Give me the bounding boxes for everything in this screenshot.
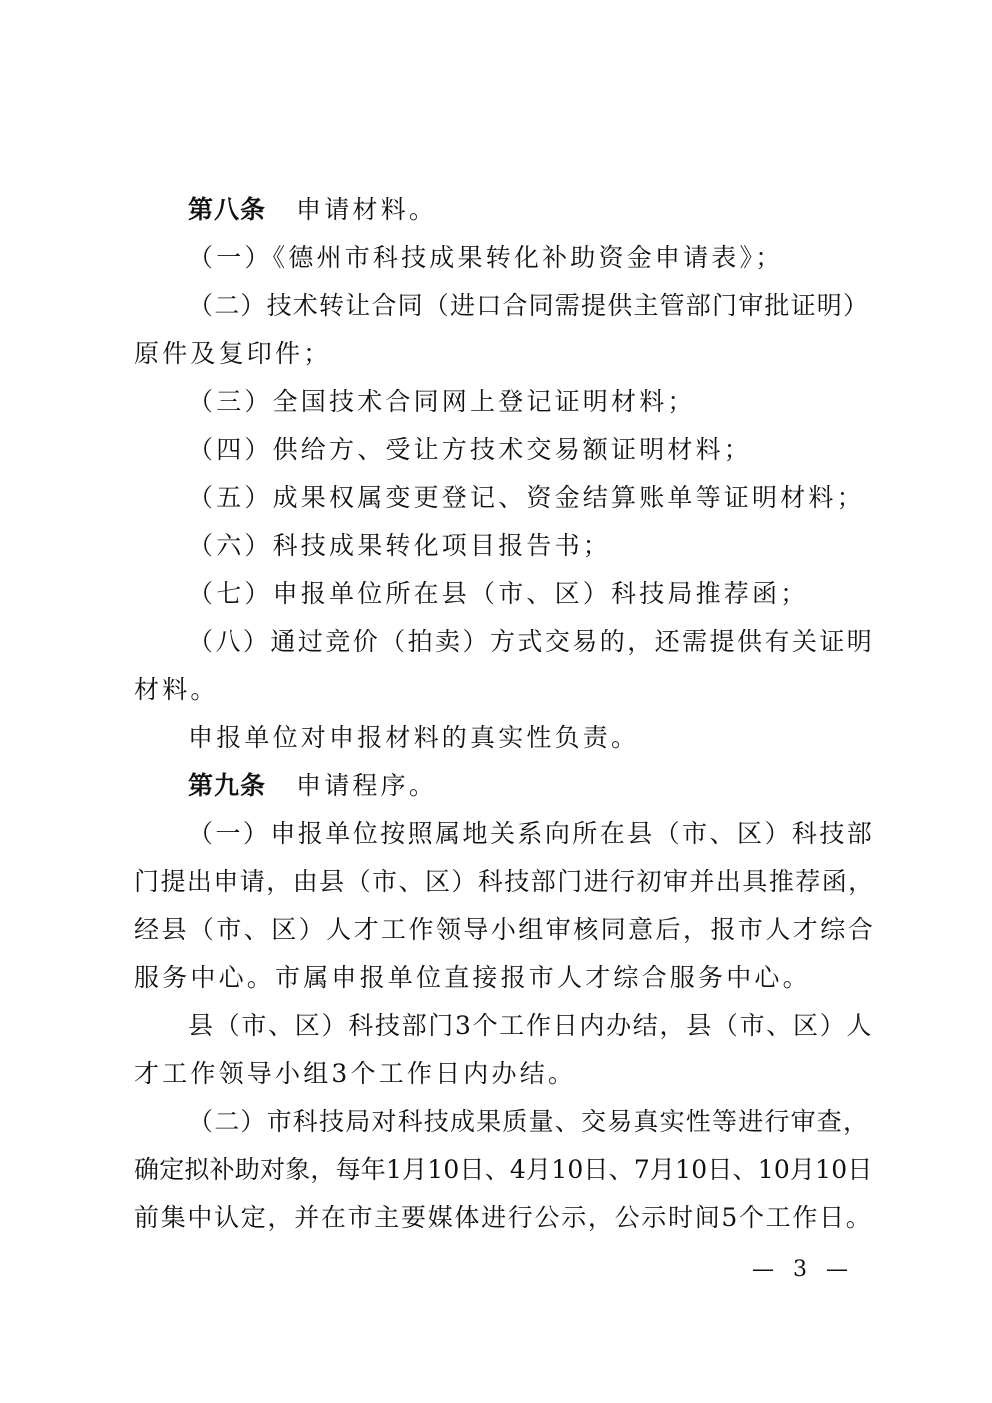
article-8-item-1: （一）《德州市科技成果转化补助资金申请表》； (188, 243, 784, 272)
article-8-heading: 第八条 (188, 195, 267, 224)
article-8-item-8-continued: 材料。 (134, 675, 219, 704)
article-9-line-2: 门提出申请，由县（市、区）科技部门进行初审并出具推荐函， (134, 867, 875, 896)
article-8-heading-line (188, 186, 874, 234)
article-8-item-2-continued: 原件及复印件； (134, 339, 332, 368)
article-8-item-4: （四）供给方、受让方技术交易额证明材料； (188, 435, 753, 464)
article-9-line-1: （一）申报单位按照属地关系向所在县（市、区）科技部 (188, 819, 875, 848)
article-9-heading: 第九条 (188, 771, 267, 800)
article-8-item-5: （五）成果权属变更登记、资金结算账单等证明材料； (188, 483, 865, 512)
article-9-line-7: （二）市科技局对科技成果质量、交易真实性等进行审查， (188, 1107, 870, 1136)
article-9-line-4: 服务中心。市属申报单位直接报市人才综合服务中心。 (134, 963, 811, 992)
article-8-item-3: （三）全国技术合同网上登记证明材料； (188, 387, 696, 416)
article-9-line-6: 才工作领导小组3个工作日内办结。 (134, 1059, 577, 1088)
article-9-title: 申请程序。 (296, 771, 438, 800)
article-9-line-9: 前集中认定，并在市主要媒体进行公示，公示时间5个工作日。 (134, 1203, 873, 1232)
article-9-line-5: 县（市、区）科技部门3个工作日内办结，县（市、区）人 (188, 1011, 874, 1040)
article-9-heading-line (188, 762, 874, 810)
article-8-item-8: （八）通过竞价（拍卖）方式交易的，还需提供有关证明 (188, 627, 875, 656)
article-8-responsibility-note: 申报单位对申报材料的真实性负责。 (188, 723, 640, 752)
article-8-title: 申请材料。 (296, 195, 438, 224)
article-8-item-7: （七）申报单位所在县（市、区）科技局推荐函； (188, 579, 809, 608)
article-9-line-8: 确定拟补助对象，每年1月10日、4月10日、7月10日、10月10日 (134, 1155, 873, 1184)
page-number: — 3 — (752, 1257, 854, 1282)
article-8-item-2: （二）技术转让合同（进口合同需提供主管部门审批证明） (188, 291, 870, 320)
article-8-item-6: （六）科技成果转化项目报告书； (188, 531, 612, 560)
article-9-line-3: 经县（市、区）人才工作领导小组审核同意后，报市人才综合 (134, 915, 876, 944)
